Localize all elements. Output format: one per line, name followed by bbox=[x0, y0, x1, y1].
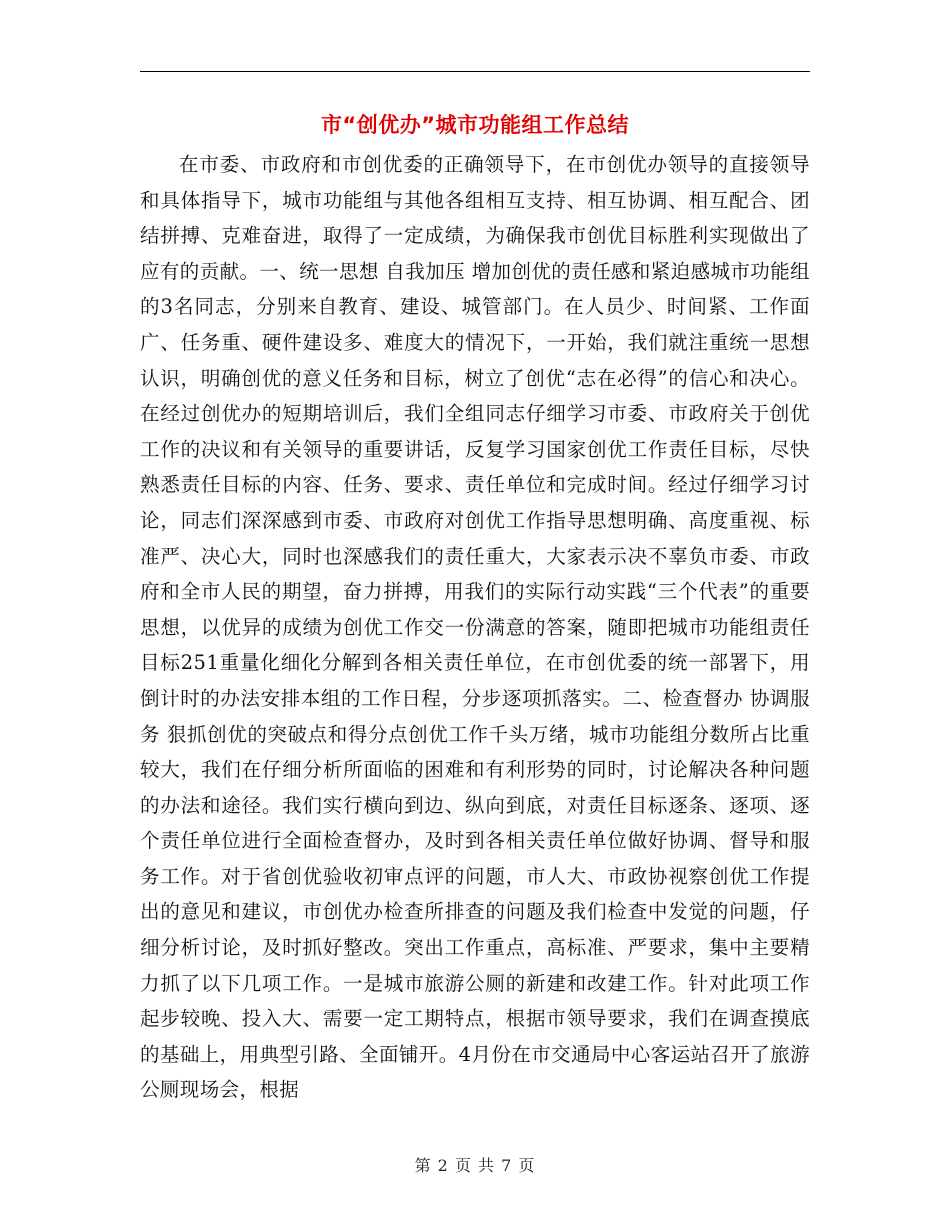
header-rule bbox=[140, 71, 810, 72]
document-title: 市“创优办”城市功能组工作总结 bbox=[320, 113, 630, 137]
page-number: 第 2 页 共 7 页 bbox=[414, 1156, 536, 1175]
document-body: 在市委、市政府和市创优委的正确领导下，在市创优办领导的直接领导和具体指导下，城市功能组与其他各组相互支持、相互协调、相互配合、团结拼搏、克难奋进，取得了一定成绩，为确保我市创优目标胜利实现做出了应有的贡献。一、统一思想 自我加压 增加创优的责任感和紧迫感城市功能组的3名同志，分别来自教育、建设、城管部门。在人员少、时间紧、工作面广、任务重、硬件建设多、难度大的情况下，一开始，我们就注重统一思想认识，明确创优的意义任务和目标，树立了创优“志在必得”的信心和决心。在经过创优办的短期培训后，我们全组同志仔细学习市委、市政府关于创优工作的决议和有关领导的重要讲话，反复学习国家创优工作责任目标，尽快熟悉责任目标的内容、任务、要求、责任单位和完成时间。经过仔细学习讨论，同志们深深感到市委、市政府对创优工作指导思想明确、高度重视、标准严、决心大，同时也深感我们的责任重大，大家表示决不辜负市委、市政府和全市人民的期望，奋力拼搏，用我们的实际行动实践“三个代表”的重要思想，以优异的成绩为创优工作交一份满意的答案，随即把城市功能组责任目标251重量化细化分解到各相关责任单位，在市创优委的统一部署下，用倒计时的办法安排本组的工作日程，分步逐项抓落实。二、检查督办 协调服务 狠抓创优的突破点和得分点创优工作千头万绪，城市功能组分数所占比重较大，我们在仔细分析所面临的困难和有利形势的同时，讨论解决各种问题的办法和途径。我们实行横向到边、纵向到底，对责任目标逐条、逐项、逐个责任单位进行全面检查督办，及时到各相关责任单位做好协调、督导和服务工作。对于省创优验收初审点评的问题，市人大、市政协视察创优工作提出的意见和建议，市创优办检查所排查的问题及我们检查中发觉的问题，仔细分析讨论，及时抓好整改。突出工作重点，高标准、严要求，集中主要精力抓了以下几项工作。一是城市旅游公厕的新建和改建工作。针对此项工作起步较晚、投入大、需要一定工期特点，根据市领导要求，我们在调查摸底的基础上，用典型引路、全面铺开。4月份在市交通局中心客运站召开了旅游公厕现场会，根据 bbox=[140, 153, 810, 1102]
